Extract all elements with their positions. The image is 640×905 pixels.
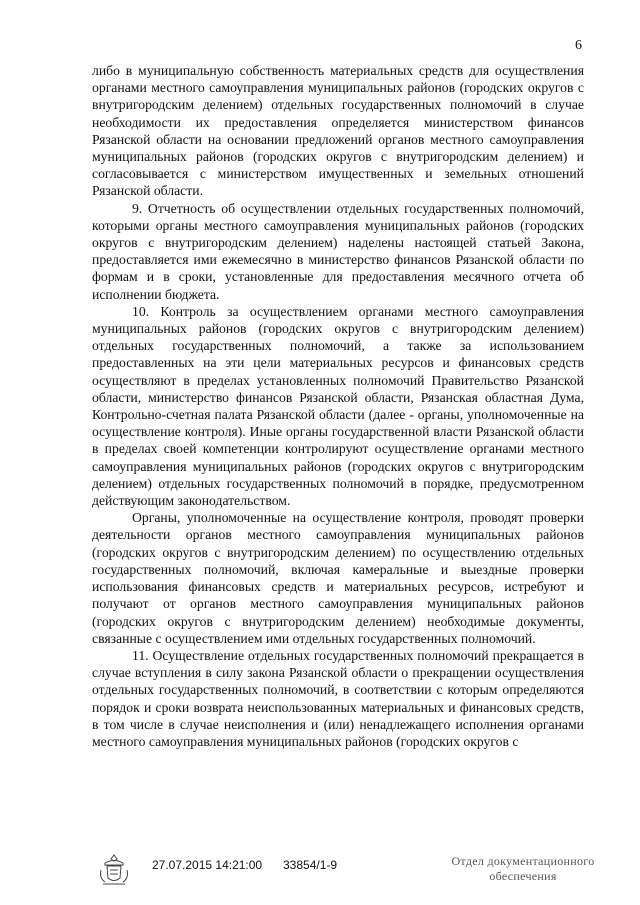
paragraph-11: 11. Осуществление отдельных государственных полномочий прекращается в случае вступления в силу закона Рязанской области о прекращении осуществления отдельных государственных полномочий, в соответствии с которым определяются порядок и сроки возврата неиспользованных материальных и финансовых средств, в том числе в случае неисполнения и (или) ненадлежащего исполнения органами местного самоуправления муниципальных районов (городских округов с (92, 647, 584, 749)
department-stamp (448, 854, 598, 884)
footer-datetime: 27.07.2015 14:21:00 (152, 858, 263, 872)
page-number: 6 (575, 38, 582, 53)
coat-of-arms-icon (95, 852, 133, 888)
paragraph-9: 9. Отчетность об осуществлении отдельных государственных полномочий, которыми органы местного самоуправления муниципальных районов (городских округов с внутригородским делением) наделены настоящей статьей Закона, предоставляется ими ежемесячно в министерство финансов Рязанской области по формам и в сроки, установленные для предоставления месячного отчета об исполнении бюджета. (92, 200, 584, 302)
paragraph-10: 10. Контроль за осуществлением органами местного самоуправления муниципальных районов (городских округов с внутригородским делением) отдельных государственных полномочий, а также за использованием предоставленных на эти цели материальных ресурсов и финансовых средств осуществляют в пределах установленных полномочий Правительство Рязанской области, министерство финансов Рязанской области, Рязанская областная Дума, Контрольно-счетная палата Рязанской области (далее - органы, уполномоченные на осуществление контроля). Иные органы государственной власти Рязанской области в пределах своей компетенции контролируют осуществление органами местного самоуправления муниципальных районов (городских округов с внутригородским делением) отдельных государственных полномочий в порядке, предусмотренном действующим законодательством. (92, 303, 584, 509)
stamp-line-1: Отдел документационного (451, 854, 595, 868)
page-footer (0, 848, 640, 898)
stamp-line-2: обеспечения (489, 869, 557, 883)
paragraph-continuation: либо в муниципальную собственность материальных средств для осуществления органами местного самоуправления муниципальных районов (городских округов с внутригородским делением) отдельных государственных полномочий в случае необходимости их предоставления определяется министерством финансов Рязанской области на основании предложений органов местного самоуправления муниципальных районов (городских округов с внутригородским делением) и согласовывается с министерством имущественных и земельных отношений Рязанской области. (92, 63, 584, 199)
paragraph-control-bodies: Органы, уполномоченные на осуществление контроля, проводят проверки деятельности органов местного самоуправления муниципальных районов (городских округов с внутригородским делением) по осуществлению отдельных государственных полномочий, включая камеральные и выездные проверки использования финансовых средств и материальных ресурсов, истребуют и получают от органов местного самоуправления муниципальных районов (городских округов с внутригородским делением) необходимые документы, связанные с осуществлением ими отдельных государственных полномочий. (92, 510, 584, 646)
document-body (92, 62, 584, 750)
footer-registration-number: 33854/1-9 (283, 858, 338, 872)
